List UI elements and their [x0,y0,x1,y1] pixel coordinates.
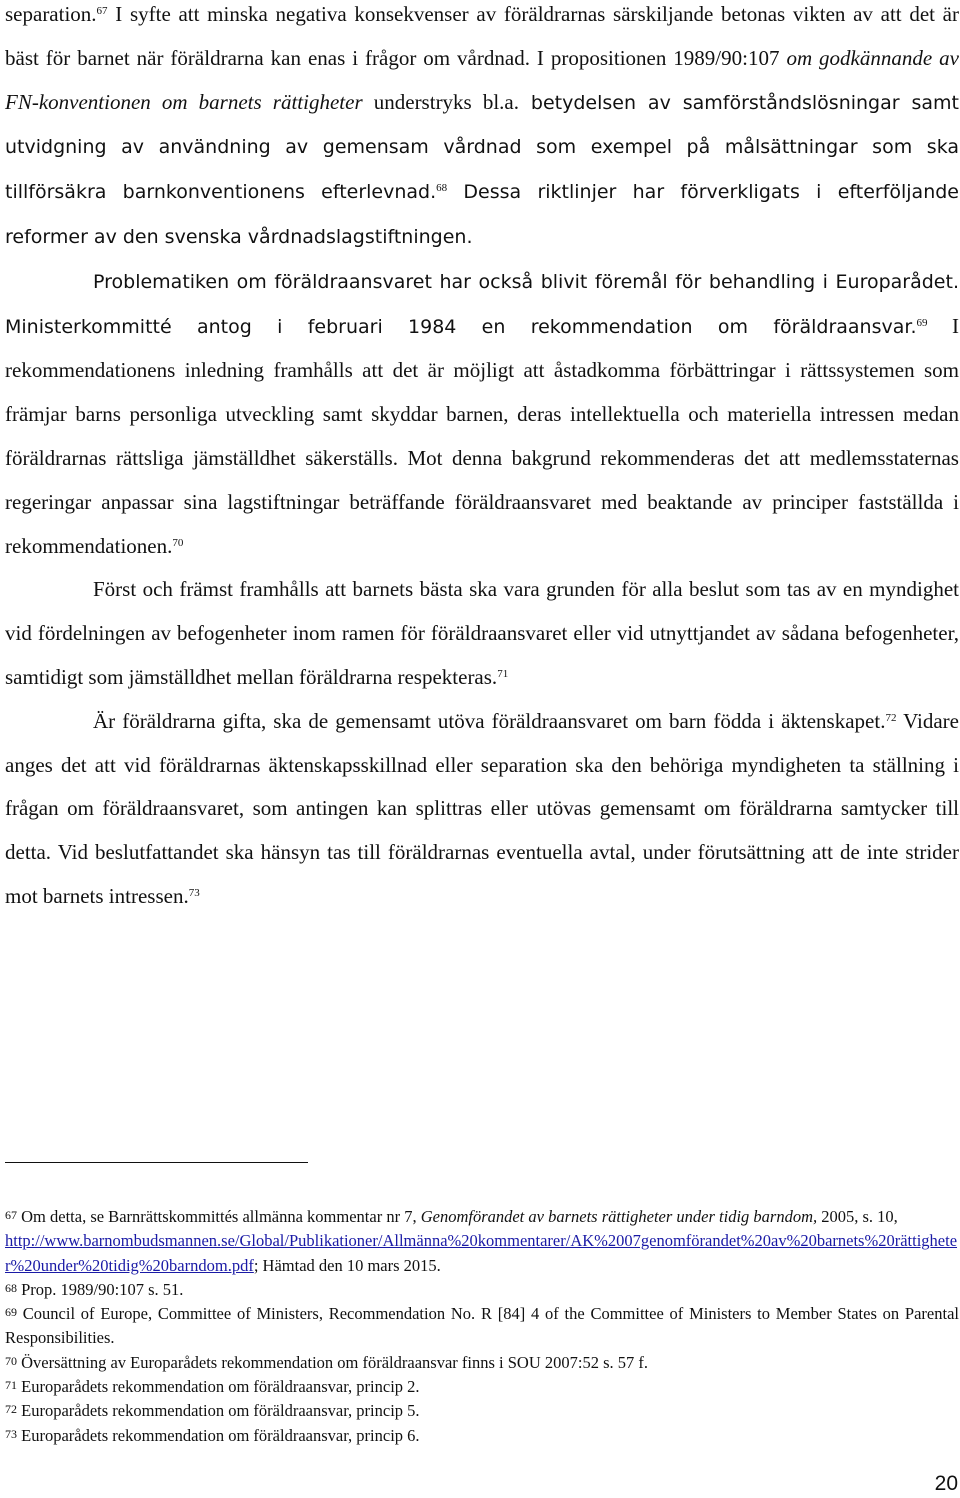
footnote-number: 69 [5,1305,17,1320]
text-run-sans: Problematiken om föräldraansvaret har också blivit föremål för behandling i Europarådet. Ministerkommitté antog i februari 1984 en rekommendation om föräldraansvar. [5,270,959,338]
footnote-ref-68[interactable]: 68 [436,182,448,195]
footnote-number: 73 [5,1426,17,1441]
footnote-text: Europarådets rekommendation om föräldraansvar, princip 5. [17,1401,420,1421]
footnote-text: 2005, s. 10, [817,1207,898,1226]
text-run: I syfte att minska negativa konsekvenser av föräldrarnas särskiljande betonas vikten av att det är bäst för barnet när föräldrarna kan enas i frågor om vårdnad. I propositionen 1989/90:107 [5,2,959,70]
paragraph-1 [5,0,959,260]
paragraph-4 [5,700,959,919]
footnote-68 [5,1278,959,1302]
footnote-ref-73[interactable]: 73 [188,886,200,899]
text-run-sans: Dessa riktlinjer har förverkligats i efterföljande reformer av den svenska vårdnadslagstiftningen. [5,181,959,248]
text-run: Mot denna bakgrund rekommenderas det att medlemsstaternas regeringar anpassar sina lagstiftningar beträffande föräldraansvaret med beaktande av principer fastställda i rekommendationen. [5,445,959,558]
footnotes [5,1205,959,1448]
italic-title: om godkännande av FN-konventionen om barnets rättigheter [5,45,959,114]
text-run: understryks bl.a. [362,89,520,114]
body-text [5,0,959,919]
footnote-number: 72 [5,1402,17,1417]
footnote-number: 70 [5,1353,17,1368]
text-run: Vidare anges det att vid föräldrarnas äktenskapsskillnad eller separation ska den behöriga myndigheten ta ställning i frågan om föräldraansvaret, som antingen kan splittras eller utövas gemensamt om föräldrarna samtycker till detta. [5,708,959,865]
footnote-separator [5,1162,308,1163]
footnote-ref-71[interactable]: 71 [497,667,509,680]
footnote-69 [5,1302,959,1351]
text-run: Är föräldrarna gifta, ska de gemensamt utöva föräldraansvaret om barn födda i äktenskapet. [93,708,886,733]
text-run: Vid beslutfattandet ska hänsyn tas till föräldrarnas eventuella avtal, under förutsättning att de inte strider mot barnets intressen. [5,840,959,908]
text-run: I rekommendationens inledning framhålls att det är möjligt att åstadkomma förbättringar i rättssystemen som främjar barns personliga utveckling samt skyddar barnen, deras intellektuella och materiella intressen medan föräldrarnas rättsliga jämställdhet säkerställs. [5,313,959,470]
footnote-text: Europarådets rekommendation om föräldraansvar, princip 6. [17,1425,420,1445]
footnote-number: 68 [5,1280,17,1295]
footnote-70 [5,1351,959,1375]
footnote-71 [5,1375,959,1399]
footnote-italic-title: Genomförandet av barnets rättigheter under tidig barndom, [420,1207,818,1226]
footnote-ref-72[interactable]: 72 [885,711,897,724]
footnote-72 [5,1399,959,1423]
footnote-text: Översättning av Europarådets rekommendation om föräldraansvar finns i SOU 2007:52 s. 57 f. [17,1352,648,1372]
footnote-ref-70[interactable]: 70 [172,536,184,549]
text-run-sans: betydelsen av samförståndslösningar samt utvidgning av användning av gemensam vårdnad som exempel på målsättningar som ska tillförsäkra barnkonventionens efterlevnad. [5,91,959,204]
paragraph-3 [5,568,959,699]
footnote-73 [5,1424,959,1448]
paragraph-2 [5,260,959,569]
text-run: separation. [5,2,97,26]
footnote-text: Europarådets rekommendation om föräldraansvar, princip 2. [17,1377,420,1397]
page-number: 20 [934,1472,958,1495]
footnote-text: Council of Europe, Committee of Ministers, Recommendation No. R [84] 4 of the Committee of Ministers to Member States on Parental Responsibilities. [5,1304,959,1348]
footnote-ref-69[interactable]: 69 [916,316,928,329]
footnote-67 [5,1205,959,1278]
footnote-ref-67[interactable]: 67 [96,5,108,17]
footnote-number: 71 [5,1378,17,1393]
text-run: Först och främst framhålls att barnets bästa ska vara grunden för alla beslut som tas av en myndighet vid fördelningen av befogenheter inom ramen för föräldraansvaret eller vid utnyttjandet av sådana befogenheter, samtidigt som jämställdhet mellan föräldrarna respekteras. [5,577,959,689]
footnote-link[interactable]: http://www.barnombudsmannen.se/Global/Publikationer/Allmänna%20kommentarer/AK%2007genomförandet%20av%20barnets%20rättigheter%20under%20tidig%20barndom.pdf [5,1231,958,1275]
footnote-text: ; Hämtad den 10 mars 2015. [253,1255,441,1275]
footnote-number: 67 [5,1208,17,1222]
footnote-text: Om detta, se Barnrättskommittés allmänna kommentar nr 7, [17,1207,421,1226]
footnote-text: Prop. 1989/90:107 s. 51. [17,1279,184,1299]
